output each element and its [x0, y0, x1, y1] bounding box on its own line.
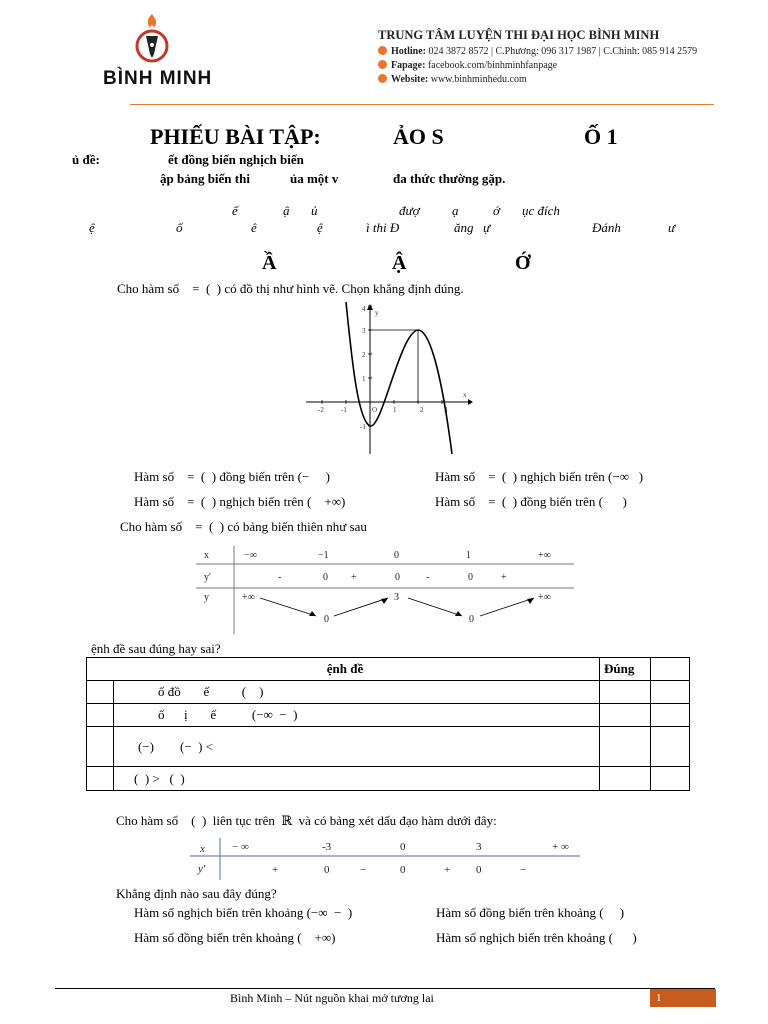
tf-header-statement: ệnh đề	[87, 658, 600, 681]
st-x-label: x	[200, 843, 205, 855]
q2-question: ệnh đề sau đúng hay sai?	[91, 641, 221, 656]
st-yp-2: −	[360, 864, 367, 876]
vt-y-val-3: 0	[469, 614, 474, 625]
q1-stem: Cho hàm số = ( ) có đồ thị như hình vẽ. Chọn khẳng định đúng.	[117, 281, 464, 296]
tf-row-2-answer-2[interactable]	[651, 704, 690, 727]
vt-y-val-0: +∞	[242, 592, 255, 603]
center-name: TRUNG TÂM LUYỆN THI ĐẠI HỌC BÌNH MINH	[378, 28, 660, 42]
y-tick-4: 4	[362, 305, 366, 313]
tf-row-index	[87, 704, 114, 727]
tf-row-3: (−) (− ) <	[114, 727, 600, 767]
footer-text: Bình Minh – Nút nguồn khai mở tương lai	[230, 991, 434, 1005]
st-x-val-0: − ∞	[232, 841, 249, 853]
st-x-val-3: 3	[476, 841, 482, 853]
subtitle-line2c: đa thức thường gặp.	[393, 171, 506, 186]
x-tick-neg2: -2	[318, 406, 324, 414]
q3-option-a: Hàm số nghịch biến trên khoảng (−∞ − )	[134, 905, 353, 920]
tf-row-2-answer[interactable]	[600, 704, 651, 727]
vt-yp-6: +	[501, 572, 507, 583]
section-heading-c: Ớ	[515, 252, 531, 274]
tf-header-dung: Đúng	[600, 658, 651, 681]
logo-name: BÌNH MINH	[103, 68, 213, 89]
phone-icon	[378, 46, 387, 55]
st-yp-4: +	[444, 864, 451, 876]
st-yp-3: 0	[400, 864, 406, 876]
q1-option-a: Hàm số = ( ) đồng biến trên (− )	[134, 469, 330, 484]
subtitle-line1: ết đồng biến nghịch biến	[168, 152, 304, 167]
q3-option-d: Hàm số nghịch biến trên khoảng ( )	[436, 930, 637, 945]
x-tick-3: 3	[444, 406, 448, 414]
tf-row-4: ( ) > ( )	[114, 767, 600, 791]
italic-r2i: ư	[668, 220, 676, 235]
page-number: 1	[650, 989, 716, 1007]
vt-x-val-4: +∞	[538, 550, 551, 561]
q1-option-d: Hàm số = ( ) đồng biến trên ( )	[435, 494, 627, 509]
y-tick-neg1: -1	[360, 423, 366, 431]
tf-row-index	[87, 767, 114, 791]
pen-logo-icon	[132, 12, 172, 64]
fanpage-line: Fapage: facebook.com/binhminhfanpage	[378, 60, 557, 71]
vt-y-val-4: +∞	[538, 592, 551, 603]
vt-x-val-3: 1	[466, 550, 471, 561]
vt-y-val-2: 3	[394, 592, 399, 603]
vt-yp-5: 0	[468, 572, 473, 583]
tf-row-1-answer[interactable]	[600, 681, 651, 704]
st-yp-6: −	[520, 864, 527, 876]
vt-yp-3: 0	[395, 572, 400, 583]
italic-r2a: ệ	[89, 220, 95, 235]
italic-r1a: ế	[232, 203, 238, 218]
tf-header-blank	[651, 658, 690, 681]
facebook-icon	[378, 60, 387, 69]
y-tick-1: 1	[362, 375, 366, 383]
italic-r2d: ệ	[317, 220, 323, 235]
vt-x-val-0: −∞	[244, 550, 257, 561]
tf-row-index	[87, 681, 114, 704]
italic-r2b: ố	[176, 220, 183, 235]
q2-stem: Cho hàm số = ( ) có bảng biến thiên như sau	[120, 519, 367, 534]
st-yp-1: 0	[324, 864, 330, 876]
tf-row-3-answer-2[interactable]	[651, 727, 690, 767]
true-false-table	[86, 657, 690, 791]
y-axis-label: y	[375, 309, 379, 317]
italic-r2c: ê	[251, 220, 257, 235]
st-x-val-2: 0	[400, 841, 406, 853]
italic-r2e: ì thi Đ	[366, 220, 400, 235]
vt-yp-1: 0	[323, 572, 328, 583]
q3-question: Khẳng định nào sau đây đúng?	[116, 886, 277, 901]
globe-icon	[378, 74, 387, 83]
vt-yp-0: -	[278, 572, 282, 583]
vt-x-val-2: 0	[394, 550, 399, 561]
vt-yp-label: y'	[204, 572, 211, 583]
st-x-val-1: -3	[322, 841, 332, 853]
hotline-line: Hotline: 024 3872 8572 | C.Phương: 096 317 1987 | C.Chinh: 085 914 2579	[378, 46, 697, 57]
tf-row-3-answer[interactable]	[600, 727, 651, 767]
italic-r1c: ủ	[311, 203, 318, 218]
title-part2: ẢO S	[393, 124, 444, 149]
x-tick-2: 2	[420, 406, 424, 414]
x-axis-label: x	[463, 391, 467, 399]
vt-x-label: x	[204, 550, 209, 561]
q3-option-b: Hàm số đồng biến trên khoảng ( )	[436, 905, 625, 920]
tf-row-index	[87, 727, 114, 767]
st-yp-label: y'	[198, 863, 206, 875]
origin-label: O	[372, 406, 378, 414]
italic-r2g: ự	[483, 220, 491, 235]
header-divider	[130, 104, 714, 105]
tf-row-4-answer-2[interactable]	[651, 767, 690, 791]
vt-x-val-1: −1	[318, 550, 329, 561]
vt-yp-2: +	[351, 572, 357, 583]
tf-row-4-answer[interactable]	[600, 767, 651, 791]
italic-r2h: Đánh	[592, 220, 621, 235]
tf-row-2: ố ị ế (−∞ − )	[114, 704, 600, 727]
x-tick-1: 1	[393, 406, 397, 414]
title-part1: PHIẾU BÀI TẬP:	[150, 124, 321, 149]
st-yp-0: +	[272, 864, 279, 876]
subtitle-label: ủ đề:	[72, 152, 100, 167]
italic-r1g: ục đích	[522, 203, 560, 218]
logo	[132, 12, 172, 64]
tf-row-1-answer-2[interactable]	[651, 681, 690, 704]
italic-r1e: ạ	[452, 203, 459, 218]
footer-divider	[55, 988, 715, 989]
sign-table	[190, 836, 580, 882]
x-tick-neg1: -1	[341, 406, 347, 414]
italic-r1d: đượ	[399, 203, 420, 218]
italic-r2f: ăng	[454, 220, 474, 235]
title-part3: Ố 1	[584, 124, 618, 149]
q1-option-c: Hàm số = ( ) nghịch biến trên ( +∞)	[134, 494, 346, 509]
vt-y-val-1: 0	[324, 614, 329, 625]
italic-r1f: ớ	[493, 203, 500, 218]
vt-yp-4: -	[426, 572, 430, 583]
tf-row-1: ố đồ ế ( )	[114, 681, 600, 704]
q3-stem: Cho hàm số ( ) liên tục trên ℝ và có bảng xét dấu đạo hàm dưới đây:	[116, 813, 497, 828]
q3-option-c: Hàm số đồng biến trên khoảng ( +∞)	[134, 930, 336, 945]
y-tick-2: 2	[362, 351, 366, 359]
section-heading-a: Ầ	[262, 252, 277, 274]
st-yp-5: 0	[476, 864, 482, 876]
y-tick-3: 3	[362, 327, 366, 335]
st-x-val-4: + ∞	[552, 841, 569, 853]
variation-table	[196, 542, 574, 634]
website-line: Website: www.binhminhedu.com	[378, 74, 527, 85]
subtitle-line2a: ập bảng biến thi	[160, 171, 250, 186]
italic-r1b: ậ	[283, 203, 290, 218]
function-graph	[300, 302, 475, 460]
section-heading-b: Ậ	[392, 252, 407, 274]
vt-y-label: y	[204, 592, 209, 603]
q1-option-b: Hàm số = ( ) nghịch biến trên (−∞ )	[435, 469, 644, 484]
subtitle-line2b: ủa một v	[290, 171, 339, 186]
